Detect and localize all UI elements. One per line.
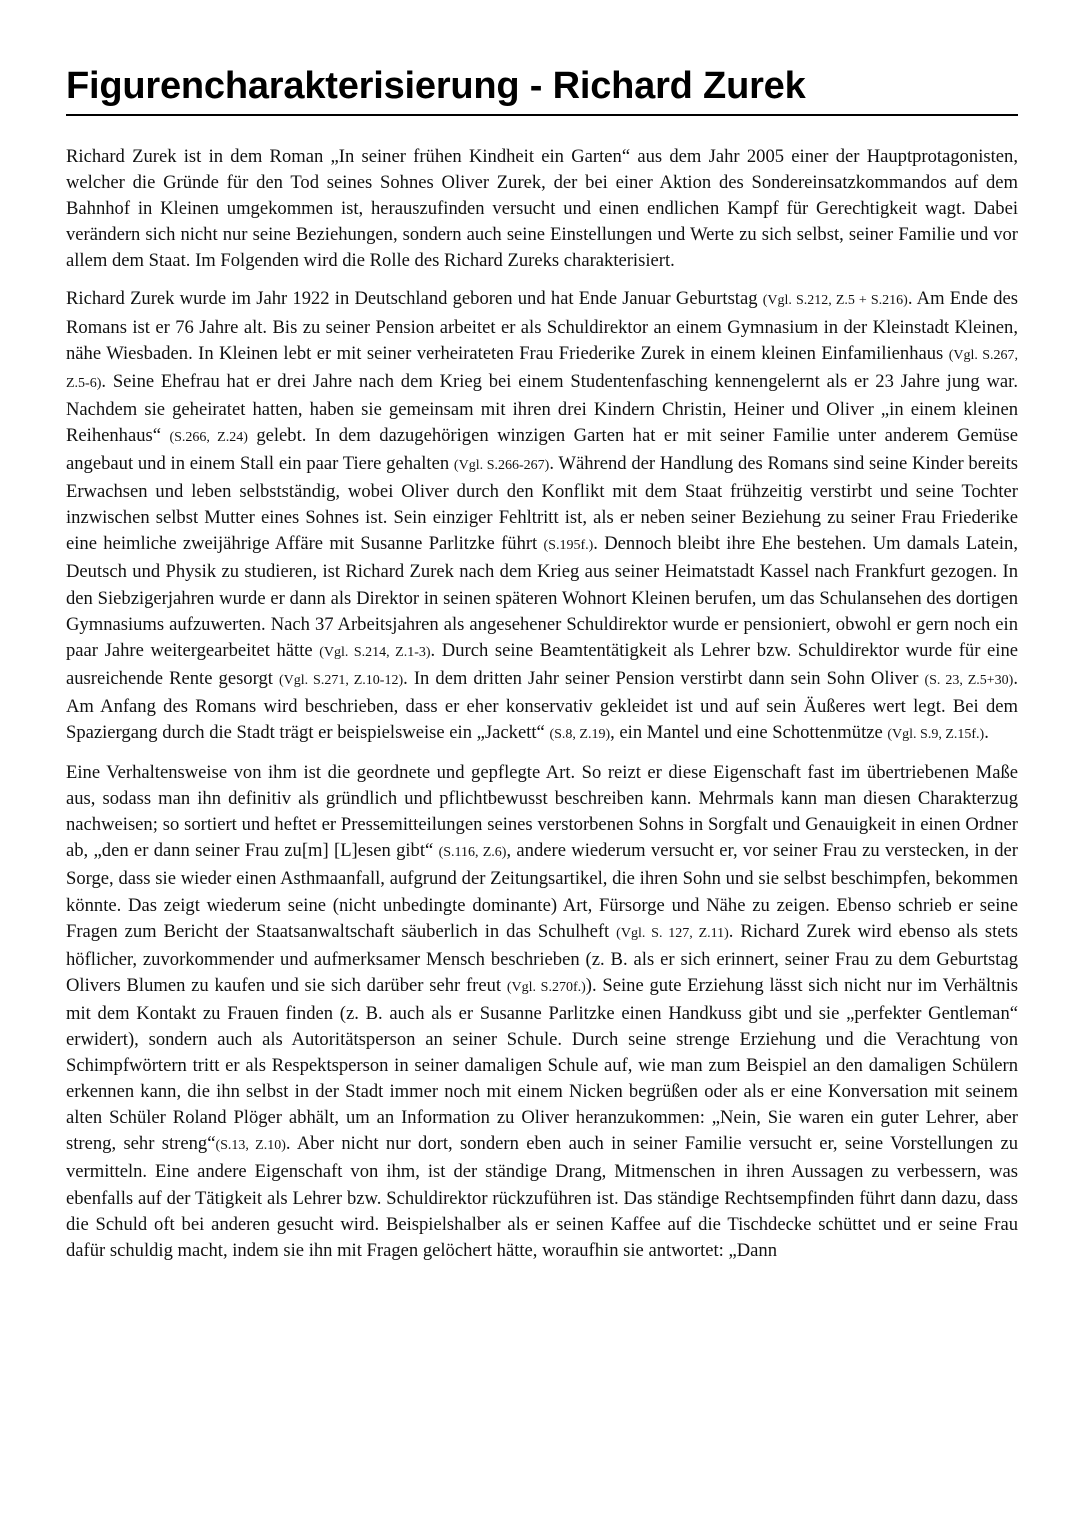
paragraph-text: ). Seine gute Erziehung lässt sich nicht nur im Verhältnis mit dem Kontakt zu Frauen finden (z. B. auch als er Susanne Parlitzke einen Handkuss gibt und sie „perfekter Gentleman“ erwidert), sondern auch als Autoritätsperson an seiner Schule. Durch seine strenge Erziehung und die Verachtung von Schimpfwörtern tritt er als Respektsperson in seiner damaligen Schule auf, wie man zum Beispiel an den damaligen Schülern erkennen kann, die ihn selbst in der Stadt immer noch mit einem Nicken begrüßen oder als er eine Konversation mit seinem alten Schüler Roland Plöger abhält, um an Information zu Oliver heranzukommen: „Nein, Sie waren ein guter Lehrer, aber streng, sehr streng“ xyxy=(66,974,1018,1155)
paragraph-text: Richard Zurek ist in dem Roman „In seiner frühen Kindheit ein Garten“ aus dem Jahr 2005 einer der Hauptprotagonisten, welcher die Gründe für den Tod seines Sohnes Oliver Zurek, der bei einer Aktion des Sondereinsatzkommandos auf dem Bahnhof in Kleinen umgekommen ist, herauszufinden versucht und einen endlichen Kampf für Gerechtigkeit wagt. Dabei verändern sich nicht nur seine Beziehungen, sondern auch seine Einstellungen und Werte zu sich selbst, seiner Familie und vor allem dem Staat. Im Folgenden wird die Rolle des Richard Zureks charakterisiert. xyxy=(66,146,1018,272)
citation-reference: (S.8, Z.19) xyxy=(549,726,611,742)
citation-reference: (Vgl. S.9, Z.15f.) xyxy=(887,726,985,742)
citation-reference: (Vgl. S.266-267) xyxy=(453,458,550,474)
paragraph-text: . Durch seine Beamtentätigkeit als Lehrer bzw. Schuldirektor wurde für eine ausreichende Rente gesorgt xyxy=(66,639,1019,689)
paragraph-text: . xyxy=(984,721,989,743)
citation-reference: (S.116, Z.6) xyxy=(438,845,507,861)
citation-reference: (Vgl. S.271, Z.10-12) xyxy=(278,672,404,688)
paragraph-text: , andere wiederum versucht er, vor seiner Frau zu verstecken, in der Sorge, dass sie wieder einen Asthmaanfall, aufgrund der Zeitungsartikel, die ihren Sohn und sie selbst beschimpfen, bekommen könnte. Das zeigt wiederum seine (nicht unbedingte dominante) Art, Fürsorge und Nähe zu zeigen. Ebenso schrieb er seine Fragen zum Bericht der Staatsanwaltschaft säuberlich in das Schulheft xyxy=(66,840,1018,942)
paragraph-text: . In dem dritten Jahr seiner Pension verstirbt dann sein Sohn Oliver xyxy=(403,667,925,689)
body-paragraph xyxy=(66,286,1018,748)
paragraph-text: . Richard Zurek wird ebenso als stets höflicher, zuvorkommender und aufmerksamer Mensch beschrieben (z. B. als er sich erinnert, seiner Frau zu dem Geburtstag Olivers Blumen zu kaufen und sie sich darüber sehr freut xyxy=(66,920,1018,996)
citation-reference: (Vgl. S.214, Z.1-3) xyxy=(319,644,431,660)
citation-reference: (Vgl. S.212, Z.5 + S.216) xyxy=(762,293,908,309)
citation-reference: (Vgl. S.270f.) xyxy=(506,979,586,995)
paragraph-text: . Aber nicht nur dort, sondern eben auch in seiner Familie versucht er, seine Vorstellungen zu vermitteln. Eine andere Eigenschaft von ihm, ist der ständige Drang, Mitmenschen in ihren Aussagen zu verbessern, was ebenfalls auf der Tätigkeit als Lehrer bzw. Schuldirektor rückzuführen ist. Das ständige Rechtsempfinden führt dann dazu, dass die Schuld oft bei anderen gesucht wird. Beispielshalber als er seinen Kaffee auf die Tischdecke schüttet und er seine Frau dafür schuldig macht, indem sie ihn mit Fragen gelöchert hätte, woraufhin sie antwortet: „Dann xyxy=(66,1133,1018,1261)
document-body xyxy=(66,144,1018,1264)
document-page xyxy=(66,62,1018,1276)
citation-reference: (Vgl. S.267, Z.5-6) xyxy=(66,347,1018,391)
citation-reference: (S.266, Z.24) xyxy=(169,429,248,445)
body-paragraph xyxy=(66,144,1018,274)
paragraph-text: . Während der Handlung des Romans sind seine Kinder bereits Erwachsen und leben selbstständig, wobei Oliver durch den Konflikt mit dem Staat frühzeitig verstirbt und seine Tochter inzwischen selbst Mutter eines Sohnes ist. Sein einziger Fehltritt ist, als er neben seiner Beziehung zu seiner Frau Friederike eine heimliche zweijährige Affäre mit Susanne Parlitzke führt xyxy=(66,453,1018,555)
paragraph-text: , ein Mantel und eine Schottenmütze xyxy=(610,721,888,743)
paragraph-text: Eine Verhaltensweise von ihm ist die geordnete und gepflegte Art. So reizt er diese Eigenschaft fast im übertriebenen Maße aus, sodass man ihn definitiv als gründlich und pflichtbewusst beschreiben kann. Mehrmals kann man diesen Charakterzug nachweisen; so sortiert und heftet er Pressemitteilungen seines verstorbenen Sohns in Sorgfalt und Genauigkeit in einen Ordner ab, „den er dann seiner Frau zu[m] [L]esen gibt“ xyxy=(66,762,1018,862)
citation-reference: (Vgl. S. 127, Z.11) xyxy=(616,925,729,941)
paragraph-text: . Dennoch bleibt ihre Ehe bestehen. Um damals Latein, Deutsch und Physik zu studieren, ist Richard Zurek nach dem Krieg aus seiner Heimatstadt Kassel nach Frankfurt gezogen. In den Siebzigerjahren wurde er dann als Direktor in seinen späteren Wohnort Kleinen berufen, um das Schulansehen des dortigen Gymnasiums aufzuwerten. Nach 37 Arbeitsjahren als angesehener Schuldirektor wurde er pensioniert, obwohl er gern noch ein paar Jahre weitergearbeitet hätte xyxy=(66,533,1018,661)
citation-reference: (S.13, Z.10) xyxy=(215,1138,286,1154)
citation-reference: (S. 23, Z.5+30) xyxy=(924,672,1014,688)
paragraph-text: . Am Ende des Romans ist er 76 Jahre alt. Bis zu seiner Pension arbeitet er als Schuldirektor an einem Gymnasium in der Kleinstadt Kleinen, nähe Wiesbaden. In Kleinen lebt er mit seiner verheirateten Frau Friederike Zurek in einem kleinen Einfamilienhaus xyxy=(66,288,1018,364)
page-title: Figurencharakterisierung - Richard Zurek xyxy=(66,62,1018,116)
paragraph-text: . Am Anfang des Romans wird beschrieben, dass er eher konservativ gekleidet ist und auf sein Äußeres wert legt. Bei dem Spaziergang durch die Stadt trägt er beispielsweise ein „Jackett“ xyxy=(66,667,1019,743)
paragraph-text: Richard Zurek wurde im Jahr 1922 in Deutschland geboren und hat Ende Januar Geburtstag xyxy=(66,288,763,310)
citation-reference: (S.195f.) xyxy=(543,538,594,554)
body-paragraph xyxy=(66,760,1018,1264)
paragraph-text: . Seine Ehefrau hat er drei Jahre nach dem Krieg bei einem Studentenfasching kennengelernt als er 23 Jahre jung war. Nachdem sie geheiratet hatten, haben sie gemeinsam mit ihren drei Kindern Christin, Heiner und Oliver „in einem kleinen Reihenhaus“ xyxy=(66,370,1018,446)
paragraph-text: gelebt. In dem dazugehörigen winzigen Garten hat er mit seiner Familie unter anderem Gemüse angebaut und in einem Stall ein paar Tiere gehalten xyxy=(66,424,1018,475)
